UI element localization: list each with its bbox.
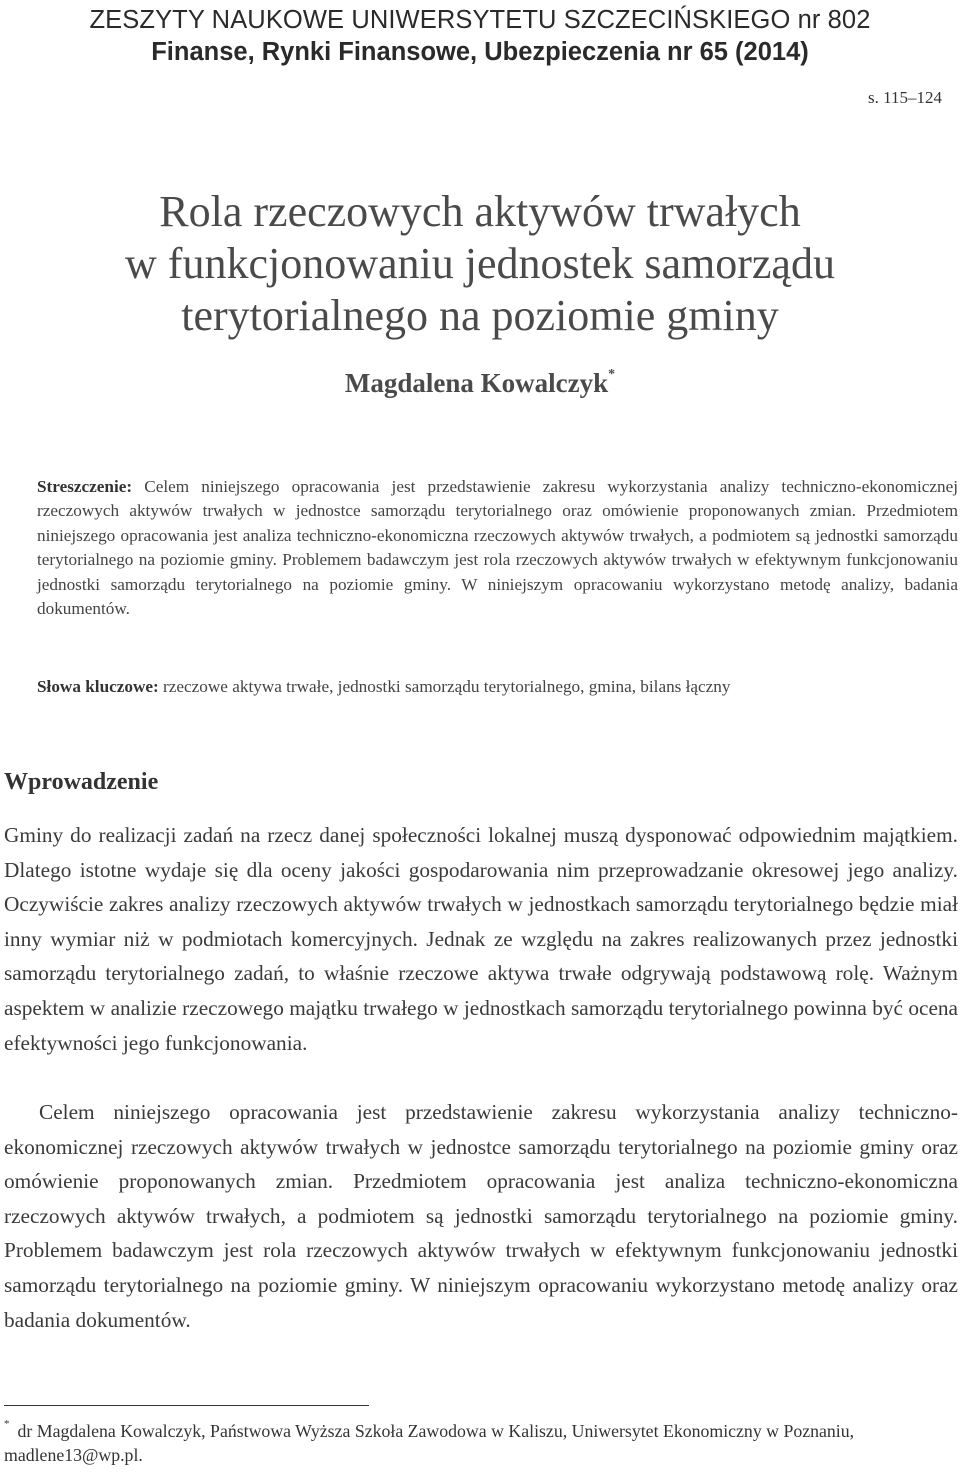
footnote-mark: * (4, 1418, 10, 1430)
keywords-text: rzeczowe aktywa trwałe, jednostki samorządu terytorialnego, gmina, bilans łączny (163, 677, 731, 696)
author-name (0, 368, 960, 399)
paragraph: Celem niniejszego opracowania jest przedstawienie zakresu wykorzystania analizy techniczno-ekonomicznej rzeczowych aktywów trwałych w jednostce samorządu terytorialnego na poziomie gminy oraz omówienie proponowanych zmian. Przedmiotem opracowania jest analiza techniczno-ekonomiczna rzeczowych aktywów trwałych, a podmiotem są jednostki samorządu terytorialnego na poziomie gminy. Problemem badawczym jest rola rzeczowych aktywów trwałych w efektywnym funkcjonowaniu jednostki samorządu terytorialnego na poziomie gminy. W niniejszym opracowaniu wykorzystano metodę analizy oraz badania dokumentów. (4, 1100, 958, 1332)
page-range: s. 115–124 (868, 88, 942, 107)
journal-series: Finanse, Rynki Finansowe, Ubezpieczenia nr 65 (2014) (151, 38, 809, 66)
abstract-text: Celem niniejszego opracowania jest przedstawienie zakresu wykorzystania analizy techniczno-ekonomicznej rzeczowych aktywów trwałych w jednostce samorządu terytorialnego oraz omówienie proponowanych zmian. Przedmiotem niniejszego opracowania jest analiza techniczno-ekonomiczna rzeczowych aktywów trwałych, a podmiotem są jednostki samorządu terytorialnego na poziomie gminy. Problemem badawczym jest rola rzeczowych aktywów trwałych w efektywnym funkcjonowaniu jednostki samorządu terytorialnego na poziomie gminy. W niniejszym opracowaniu wykorzystano metodę analizy, badania dokumentów. (37, 477, 958, 619)
abstract (37, 475, 958, 621)
footnote-text: dr Magdalena Kowalczyk, Państwowa Wyższa Szkoła Zawodowa w Kaliszu, Uniwersytet Ekonomiczny w Poznaniu, madlene13@wp.pl. (4, 1420, 855, 1466)
keywords (37, 675, 958, 699)
paragraph: Gminy do realizacji zadań na rzecz danej społeczności lokalnej muszą dysponować odpowiednim majątkiem. Dlatego istotne wydaje się dla oceny jakości gospodarowania nim przeprowadzanie okresowej jego analizy. Oczywiście zakres analizy rzeczowych aktywów trwałych w jednostkach samorządu terytorialnego będzie miał inny wymiar niż w podmiotach komercyjnych. Jednak ze względu na zakres realizowanych przez jednostki samorządu terytorialnego zadań, to właśnie rzeczowe aktywa trwałe odgrywają podstawową rolę. Ważnym aspektem w analizie rzeczowego majątku trwałego w jednostkach samorządu terytorialnego powinna być ocena efektywności jego funkcjonowania. (4, 823, 958, 1055)
abstract-label: Streszczenie: (37, 477, 133, 496)
keywords-label: Słowa kluczowe: (37, 677, 159, 696)
author-text: Magdalena Kowalczyk (344, 368, 609, 398)
footnote (4, 1415, 958, 1468)
article-title (0, 186, 960, 342)
journal-name: ZESZYTY NAUKOWE UNIWERSYTETU SZCZECIŃSKIEGO nr 802 (89, 6, 871, 34)
title-line: w funkcjonowaniu jednostek samorządu (125, 239, 835, 288)
section-heading: Wprowadzenie (4, 769, 159, 795)
author-footnote-mark: * (608, 367, 616, 382)
title-line: Rola rzeczowych aktywów trwałych (159, 187, 801, 236)
footnote-divider (4, 1405, 369, 1406)
title-line: terytorialnego na poziomie gminy (181, 291, 779, 340)
